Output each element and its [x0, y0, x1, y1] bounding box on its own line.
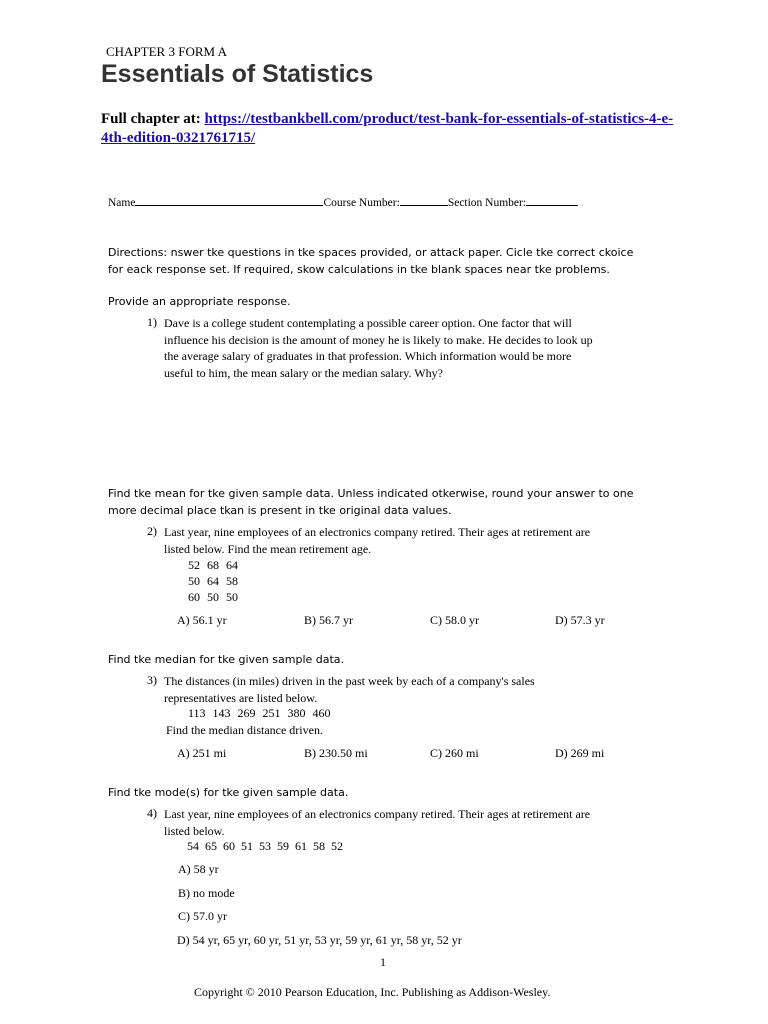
question-line: listed below. Find the mean retirement age.: [164, 541, 372, 556]
answer-choice-d[interactable]: D) 57.3 yr: [555, 613, 605, 627]
page-number: 1: [380, 955, 386, 969]
answer-choice-a[interactable]: A) 251 mi: [177, 746, 227, 760]
question-line: influence his decision is the amount of money he is likely to make. He decides to look up: [164, 332, 593, 347]
question-line: useful to him, the mean salary or the median salary. Why?: [164, 365, 443, 380]
answer-choice-d[interactable]: D) 269 mi: [555, 746, 605, 760]
answer-choice-a[interactable]: A) 56.1 yr: [177, 613, 227, 627]
data-row: 54 65 60 51 53 59 61 58 52: [187, 839, 343, 853]
answer-choice-c[interactable]: C) 58.0 yr: [430, 613, 479, 627]
question-line: Last year, nine employees of an electronics company retired. Their ages at retirement are: [164, 525, 591, 539]
question-text: [164, 806, 590, 839]
instruction-line: Find tke mean for tke given sample data. Unless indicated otkerwise, round your answer to one: [108, 487, 634, 500]
data-row: 52 68 64: [188, 558, 238, 572]
section-instruction: Find tke median for tke given sample data.: [108, 653, 345, 666]
answer-choice-b[interactable]: B) 230.50 mi: [304, 746, 368, 760]
answer-choice-b[interactable]: B) no mode: [178, 886, 235, 900]
student-info-line: [108, 193, 578, 209]
section-number-blank[interactable]: [526, 193, 578, 206]
course-number-blank[interactable]: [400, 193, 448, 206]
data-block: [188, 557, 238, 605]
question-line: representatives are listed below.: [164, 690, 318, 705]
directions: [108, 245, 633, 278]
answer-choice-c[interactable]: C) 260 mi: [430, 746, 479, 760]
name-label: Name: [108, 197, 136, 209]
question-line: Last year, nine employees of an electronics company retired. Their ages at retirement are: [164, 807, 591, 821]
question-text: [164, 673, 535, 706]
section-instruction: Provide an appropriate response.: [108, 295, 291, 308]
answer-choice-c[interactable]: C) 57.0 yr: [178, 909, 227, 923]
question-number: 3): [147, 673, 157, 687]
directions-line: for eack response set. If required, skow calculations in tke blank spaces near tke problems.: [108, 262, 610, 276]
question-followup: Find the median distance driven.: [166, 723, 323, 737]
question-line: listed below.: [164, 823, 225, 838]
question-number: 2): [147, 524, 157, 538]
answer-choice-a[interactable]: A) 58 yr: [178, 862, 219, 876]
question-number: 1): [147, 315, 157, 329]
question-text: [164, 524, 590, 557]
data-row: 113 143 269 251 380 460: [188, 706, 331, 720]
name-blank[interactable]: [135, 193, 323, 206]
instruction-line: more decimal place tkan is present in tke original data values.: [108, 503, 452, 517]
question-text: [164, 315, 593, 381]
copyright-notice: Copyright © 2010 Pearson Education, Inc. Publishing as Addison-Wesley.: [194, 985, 551, 999]
answer-choice-b[interactable]: B) 56.7 yr: [304, 613, 353, 627]
question-number: 4): [147, 806, 157, 820]
question-line: The distances (in miles) driven in the past week by each of a company's sales: [164, 674, 535, 688]
section-number-label: Section Number:: [447, 197, 527, 209]
full-chapter-link[interactable]: https://testbankbell.com/product/test-bank-for-essentials-of-statistics-4-e-4th-edition-0321761715/: [101, 111, 674, 146]
answer-choice-d[interactable]: D) 54 yr, 65 yr, 60 yr, 51 yr, 53 yr, 59 yr, 61 yr, 58 yr, 52 yr: [177, 933, 462, 947]
data-row: 50 64 58: [188, 574, 238, 588]
chapter-label: CHAPTER 3 FORM A: [106, 44, 227, 59]
question-line: the average salary of graduates in that profession. Which information would be more: [164, 349, 572, 363]
section-instruction: [108, 486, 633, 519]
section-instruction: Find tke mode(s) for tke given sample data.: [108, 786, 349, 799]
directions-line: Directions: nswer tke questions in tke spaces provided, or attack paper. Cicle tke correct ckoice: [108, 246, 634, 259]
question-line: Dave is a college student contemplating a possible career option. One factor that will: [164, 316, 572, 330]
data-row: 60 50 50: [188, 590, 238, 604]
document-title: Essentials of Statistics: [101, 60, 374, 88]
full-chapter-label: Full chapter at:: [101, 111, 201, 127]
course-number-label: Course Number:: [323, 197, 400, 209]
full-chapter-line: [101, 110, 681, 148]
